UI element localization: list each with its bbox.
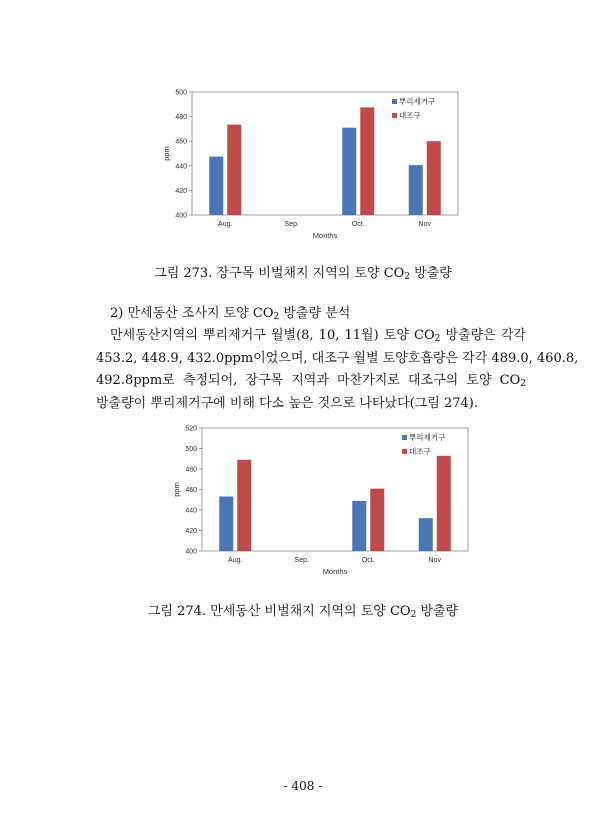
figure-caption-273: [0, 262, 606, 281]
chart2-bar-control-2: [370, 489, 384, 551]
chart1-bar-control-3: [427, 141, 441, 215]
chart2-xtick-label: Nov: [428, 557, 441, 564]
line1-a: 만세동산지역의 뿌리제거구 월별(8, 10, 11월) 토양 CO: [110, 328, 435, 343]
chart1-ytick-label: 500: [175, 89, 187, 97]
chart1-legend-swatch-0: [392, 99, 397, 104]
caption-274-sub: 2: [410, 610, 417, 620]
body-paragraph: [96, 325, 579, 415]
chart2-ytick-label: 400: [185, 548, 197, 556]
chart2-xlabel: Months: [322, 567, 348, 576]
chart2-ytick-label: 460: [185, 487, 197, 494]
chart1-legend-swatch-1: [392, 113, 397, 118]
line3-a: 492.8ppm로 측정되어, 장구목 지역과 마찬가지로 대조구의 토양 CO: [96, 373, 521, 388]
chart1-bar-treatment-2: [342, 128, 356, 215]
chart1-legend-label-1: 대조구: [399, 111, 421, 120]
chart1-ylabel: ppm: [162, 146, 171, 161]
paragraph-line-1: [96, 325, 526, 348]
chart2-legend-swatch-0: [402, 435, 407, 440]
chart2-bar-control-3: [437, 456, 451, 551]
chart1-ytick-label: 440: [175, 163, 187, 171]
chart1-ytick-label: 420: [175, 187, 187, 195]
chart1-xtick-label: Nov: [418, 221, 431, 228]
section-sub: 2: [273, 312, 280, 322]
chart2-ytick-label: 480: [185, 466, 197, 474]
caption-273-prefix: 그림 273. 장구목 비벌채지 지역의 토양 CO: [154, 266, 405, 281]
chart-273-svg: [160, 84, 460, 248]
chart1-bar-control-0: [227, 125, 241, 215]
section-suffix: 방출량 분석: [279, 306, 351, 321]
chart2-xtick-label: Aug.: [228, 557, 243, 564]
caption-273-sub: 2: [404, 272, 411, 282]
chart2-ylabel: ppm: [172, 482, 181, 497]
caption-274-prefix: 그림 274. 만세동산 비벌채지 지역의 토양 CO: [147, 604, 411, 619]
chart-274-svg: [170, 420, 470, 584]
chart1-bar-control-2: [360, 107, 374, 215]
chart1-ytick-label: 480: [175, 114, 187, 122]
chart2-bar-treatment-3: [419, 518, 433, 551]
chart-273: [160, 84, 460, 248]
chart2-ytick-label: 500: [185, 446, 197, 453]
chart2-bar-control-0: [237, 460, 251, 551]
line3-sub: 2: [520, 379, 526, 389]
chart2-legend-label-1: 대조구: [409, 447, 431, 456]
chart2-xtick-label: Sep.: [294, 557, 309, 564]
chart1-ytick-label: 400: [175, 212, 187, 220]
chart2-ytick-label: 520: [185, 425, 197, 433]
chart2-ytick-label: 420: [185, 528, 197, 535]
chart2-bar-treatment-0: [219, 496, 233, 551]
chart2-xtick-label: Oct.: [361, 557, 375, 564]
caption-274-suffix: 방출량: [416, 604, 459, 619]
paragraph-line-4: 방출량이 뿌리제거구에 비해 다소 높은 것으로 나타났다(그림 274).: [96, 395, 478, 411]
chart1-legend-label-0: 뿌리제거구: [399, 97, 436, 106]
line1-b: 방출량은 각각: [440, 328, 526, 343]
chart1-ytick-label: 460: [175, 138, 187, 146]
paragraph-line-2: 453.2, 448.9, 432.0ppm이었으며, 대조구 월별 토양호흡량은 각각 489.0, 460.8,: [96, 350, 579, 366]
chart1-bar-treatment-3: [409, 165, 423, 215]
chart1-xtick-label: Oct.: [351, 221, 365, 228]
paragraph-line-3: [96, 370, 526, 393]
chart2-legend-swatch-1: [402, 449, 407, 454]
caption-273-suffix: 방출량: [410, 266, 452, 281]
figure-caption-274: [0, 600, 606, 619]
chart-274: [170, 420, 470, 584]
chart2-legend-label-0: 뿌리제거구: [409, 433, 446, 442]
section-heading: [110, 302, 350, 321]
chart1-xtick-label: Sep.: [284, 221, 299, 228]
page-number: - 408 -: [283, 779, 323, 793]
section-prefix: 2) 만세동산 조사지 토양 CO: [110, 306, 274, 321]
chart1-bar-treatment-0: [209, 157, 223, 215]
chart1-xlabel: Months: [312, 231, 338, 240]
chart2-bar-treatment-2: [352, 501, 366, 551]
chart1-xtick-label: Aug.: [218, 221, 233, 228]
chart2-ytick-label: 440: [185, 507, 197, 515]
line1-sub: 2: [434, 334, 441, 344]
